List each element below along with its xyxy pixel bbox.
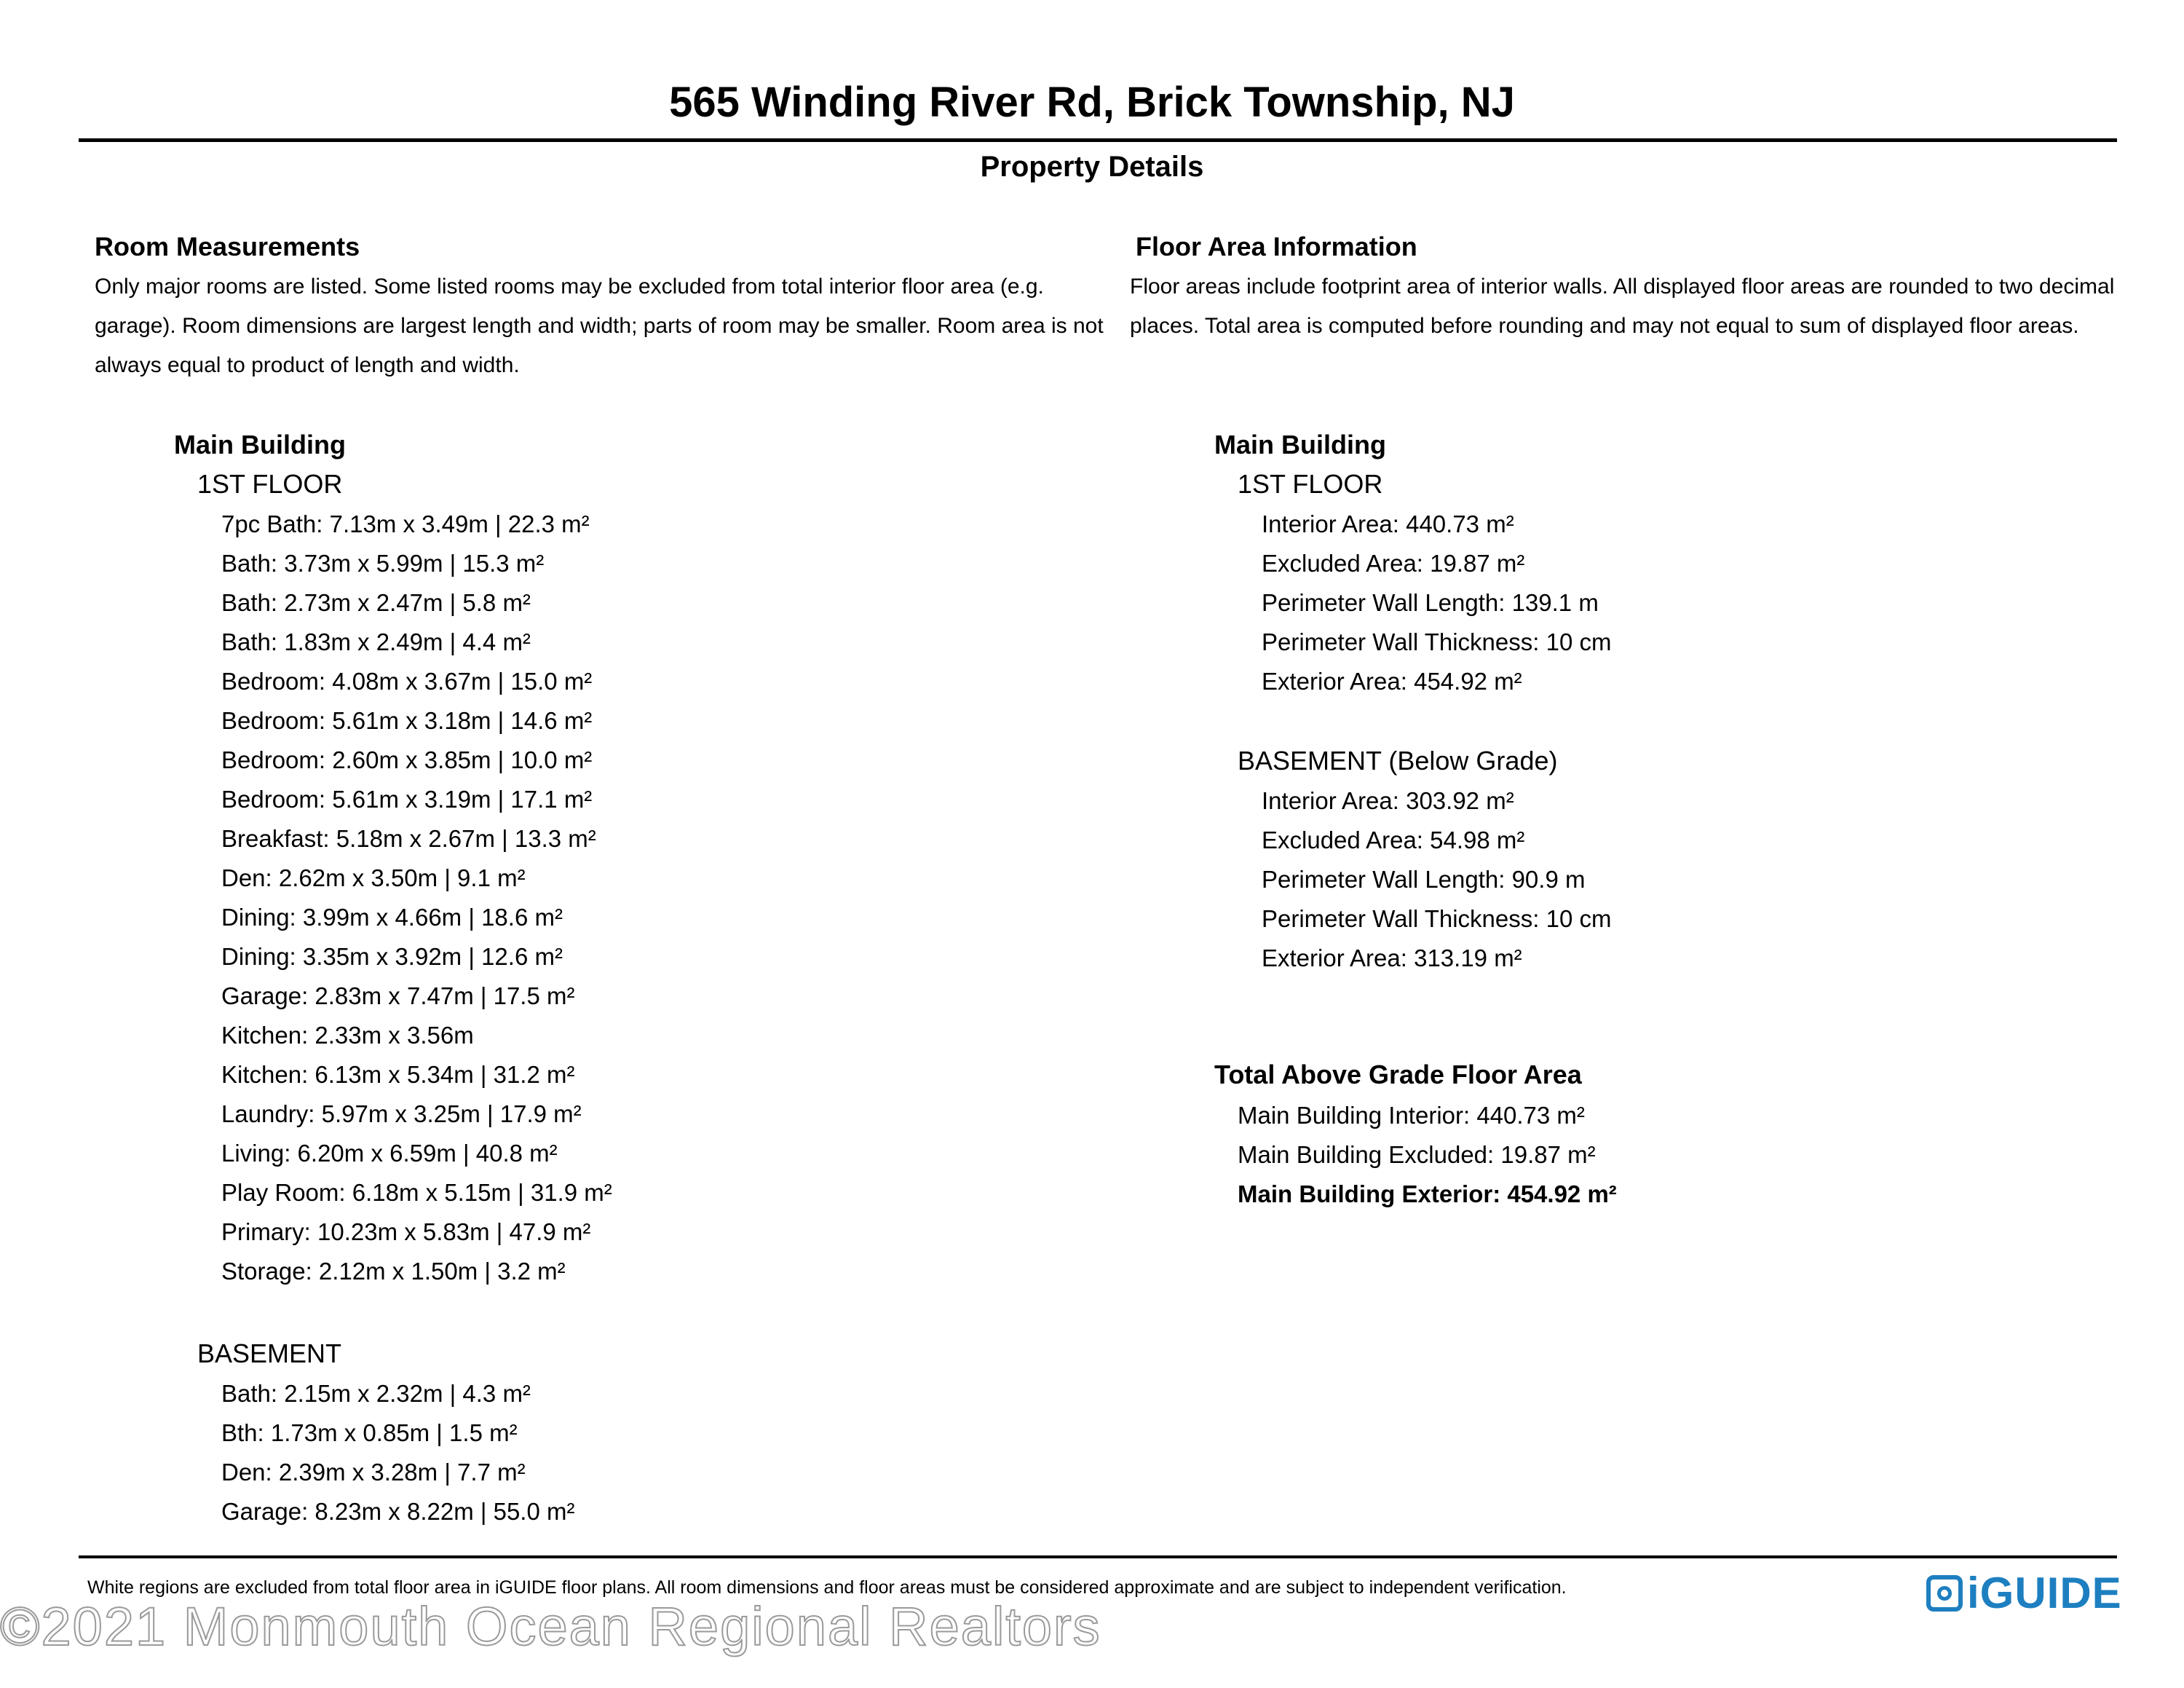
floor-area-list-basement: [1262, 781, 1611, 978]
total-excluded-item: Main Building Excluded: 19.87 m²: [1238, 1141, 1596, 1168]
floor-area-heading: Floor Area Information: [1136, 232, 1417, 261]
floor-area-floor-label: BASEMENT (Below Grade): [1238, 746, 1558, 776]
list-item: Den: 2.39m x 3.28m | 7.7 m²: [221, 1459, 526, 1486]
list-item: Bath: 2.15m x 2.32m | 4.3 m²: [221, 1380, 531, 1407]
list-item: Play Room: 6.18m x 5.15m | 31.9 m²: [221, 1179, 612, 1206]
list-item: Living: 6.20m x 6.59m | 40.8 m²: [221, 1140, 558, 1167]
list-item: 7pc Bath: 7.13m x 3.49m | 22.3 m²: [221, 510, 590, 537]
list-item: Laundry: 5.97m x 3.25m | 17.9 m²: [221, 1100, 582, 1127]
list-item: Bath: 3.73m x 5.99m | 15.3 m²: [221, 550, 545, 577]
room-measurements-description: Only major rooms are listed. Some listed rooms may be excluded from total interior floor area (e.g. garage). Room dimensions are largest length and width; parts of room may be smaller. Room area is not always equal to product of length and width.: [95, 275, 1104, 377]
copyright-watermark: ©2021 Monmouth Ocean Regional Realtors: [0, 1596, 1101, 1657]
list-item: Interior Area: 440.73 m²: [1262, 510, 1514, 537]
room-list-basement: [221, 1374, 574, 1531]
list-item: Perimeter Wall Thickness: 10 cm: [1262, 628, 1612, 655]
list-item: Bath: 2.73m x 2.47m | 5.8 m²: [221, 589, 531, 616]
iguide-logo: [1926, 1570, 2122, 1617]
list-item: Perimeter Wall Length: 90.9 m: [1262, 866, 1586, 893]
floor-area-building-label: Main Building: [1214, 430, 1386, 460]
list-item: Kitchen: 2.33m x 3.56m: [221, 1022, 474, 1049]
list-item: Kitchen: 6.13m x 5.34m | 31.2 m²: [221, 1061, 575, 1088]
total-exterior-item: Main Building Exterior: 454.92 m²: [1238, 1180, 1617, 1207]
list-item: Bath: 1.83m x 2.49m | 4.4 m²: [221, 628, 531, 655]
list-item: Interior Area: 303.92 m²: [1262, 787, 1514, 814]
list-item: Bedroom: 4.08m x 3.67m | 15.0 m²: [221, 668, 593, 695]
list-item: Bedroom: 2.60m x 3.85m | 10.0 m²: [221, 746, 593, 773]
room-list-1st-floor: [221, 505, 612, 1291]
footer-note: White regions are excluded from total floor area in iGUIDE floor plans. All room dimensions and floor areas must be considered approximate and are subject to independent verification.: [87, 1577, 1567, 1598]
list-item: Garage: 8.23m x 8.22m | 55.0 m²: [221, 1498, 575, 1525]
room-floor-label: 1ST FLOOR: [197, 469, 343, 499]
iguide-logo-text: iGUIDE: [1967, 1569, 2122, 1617]
list-item: Exterior Area: 454.92 m²: [1262, 668, 1522, 695]
floor-area-list-1st-floor: [1262, 505, 1611, 701]
list-item: Den: 2.62m x 3.50m | 9.1 m²: [221, 864, 526, 891]
list-item: Breakfast: 5.18m x 2.67m | 13.3 m²: [221, 825, 596, 852]
list-item: Bedroom: 5.61m x 3.18m | 14.6 m²: [221, 707, 593, 734]
room-measurements-heading: Room Measurements: [95, 232, 360, 261]
list-item: Garage: 2.83m x 7.47m | 17.5 m²: [221, 982, 575, 1009]
list-item: Storage: 2.12m x 1.50m | 3.2 m²: [221, 1258, 566, 1285]
floor-area-floor-label: 1ST FLOOR: [1238, 469, 1383, 499]
total-interior-item: Main Building Interior: 440.73 m²: [1238, 1102, 1585, 1129]
list-item: Dining: 3.99m x 4.66m | 18.6 m²: [221, 904, 563, 931]
page-title: 565 Winding River Rd, Brick Township, NJ: [669, 79, 1515, 126]
footer-divider: [79, 1555, 2117, 1558]
page-subtitle: Property Details: [980, 151, 1204, 183]
total-floor-area-list: [1238, 1096, 1617, 1214]
iguide-logo-icon: [1926, 1575, 1963, 1612]
room-building-label: Main Building: [174, 430, 346, 460]
room-floor-label: BASEMENT: [197, 1338, 342, 1368]
list-item: Bedroom: 5.61m x 3.19m | 17.1 m²: [221, 786, 593, 813]
list-item: Excluded Area: 54.98 m²: [1262, 827, 1525, 853]
list-item: Dining: 3.35m x 3.92m | 12.6 m²: [221, 943, 563, 970]
list-item: Perimeter Wall Length: 139.1 m: [1262, 589, 1599, 616]
title-divider: [79, 138, 2117, 142]
list-item: Exterior Area: 313.19 m²: [1262, 944, 1522, 971]
list-item: Bth: 1.73m x 0.85m | 1.5 m²: [221, 1419, 518, 1446]
list-item: Perimeter Wall Thickness: 10 cm: [1262, 905, 1612, 932]
floor-area-description: Floor areas include footprint area of interior walls. All displayed floor areas are rounded to two decimal places. Total area is computed before rounding and may not equal to sum of displayed floor areas.: [1130, 275, 2115, 338]
total-floor-area-heading: Total Above Grade Floor Area: [1214, 1060, 1582, 1089]
list-item: Primary: 10.23m x 5.83m | 47.9 m²: [221, 1218, 591, 1245]
list-item: Excluded Area: 19.87 m²: [1262, 550, 1525, 577]
